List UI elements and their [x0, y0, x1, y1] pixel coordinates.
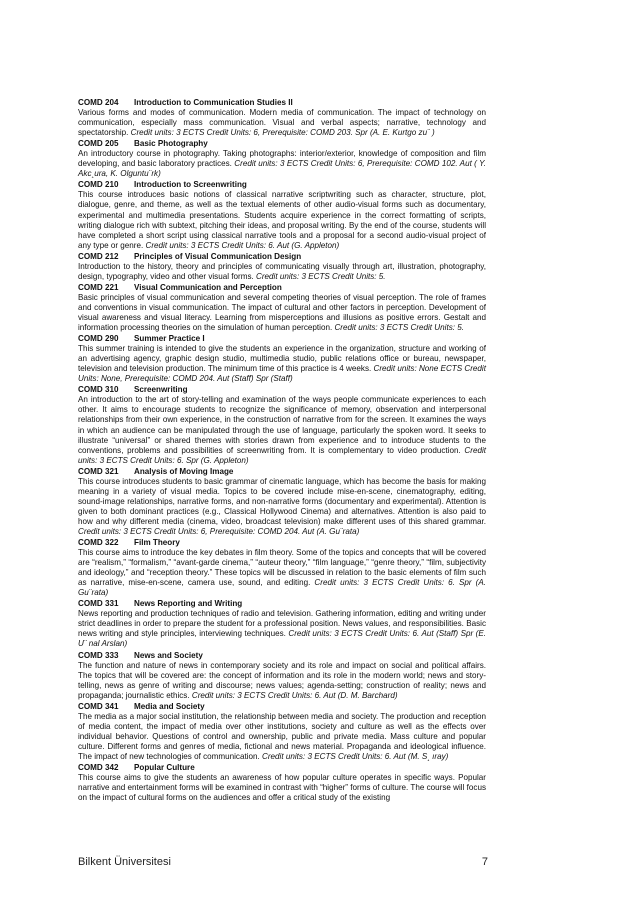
course-code: COMD 204 [78, 98, 119, 107]
course-title: News Reporting and Writing [134, 599, 243, 609]
course-code: COMD 310 [78, 385, 119, 395]
course-heading [78, 467, 486, 477]
course-entry [78, 180, 486, 250]
course-title: Basic Photography [134, 139, 208, 149]
course-description [78, 149, 486, 179]
course-desc-text: This course aims to give the students an awareness of how popular culture operates in specific ways. Popular narrative and entertainment forms will be examined in contrast with “higher” forms of culture. The course will focus on the impact of cultural forms on the audiences and offer a critical study of the existing [78, 773, 486, 803]
course-desc-text: This course introduces basic notions of classical narrative scriptwriting such as character, structure, plot, dialogue, genre, and theme, as well as the textual elements of other audio-visual forms such as documentary, experimental and multimedia presentations. Students acquire experience in the correct formatting of scripts, writing dialogue rich with subtext, pitching their ideas, and proposal writing. By the end of the course, students will have completed a short script using classical narrative tools and a proposal for a second audio-visual project of any type or genre. [78, 190, 486, 250]
course-desc-text: The media as a major social institution, the relationship between media and society. The production and reception of media content, the impact of media over other institutions, society and culture as well as the effects over individual behavior. Questions of control and ownership, public and private media. Mass culture and popular culture. Different forms and genres of media, fictional and news material. Propaganda and ideological influence. The impact of new technologies of communication. [78, 711, 486, 761]
course-description [78, 395, 486, 465]
course-title: Principles of Visual Communication Design [134, 251, 302, 261]
course-entry [78, 702, 486, 762]
course-code: COMD 290 [78, 334, 119, 344]
course-heading [78, 599, 486, 609]
course-title: Visual Communication and Perception [134, 282, 282, 292]
course-title: Analysis of Moving Image [134, 466, 234, 476]
course-desc-text: Basic principles of visual communication and several competing theories of visual perception. The role of frames and conventions in visual communication. The impact of cultural and other factors in perception. Development of visual awareness and visual literacy. Learning from misperceptions and illusions as positive errors. Gestalt and information processing theories on the simulation of human perception. [78, 292, 486, 333]
course-credits: Credit units: None ECTS Credit Units: None, Prerequisite: COMD 204. Aut (Staff) Spr (Staff) [78, 364, 486, 384]
course-description [78, 293, 486, 333]
course-heading [78, 538, 486, 548]
course-title: Screenwriting [134, 385, 188, 395]
course-desc-text: This course introduces students to basic grammar of cinematic language, which has become the basis for making meaning in a variety of visual media. Topics to be covered include mise-en-scene, cinematography, editing, sound-image relationships, narrative forms, and non-narrative forms (documentary and experimental). Attention is given to both dominant practices (e.g., Classical Hollywood Cinema) and alternatives. Attention is also paid to how and why different media (cinema, video, broadcast television) make different uses of this shared grammar. [78, 476, 486, 526]
course-description [78, 712, 486, 762]
course-entry [78, 467, 486, 537]
course-desc-text: News reporting and production techniques of radio and television. Gathering information, editing and writing under strict deadlines in order to prepare the student for a professional position. News values, and responsibilities. Basic news writing and style principles, interviewing techniques. [78, 609, 486, 639]
course-title: Summer Practice I [134, 334, 205, 344]
course-title: Popular Culture [134, 763, 195, 773]
course-credits: Credit units: 3 ECTS Credit Units: 6. Aut (M. S¸ ıray) [262, 752, 449, 761]
course-heading [78, 763, 486, 773]
course-description [78, 609, 486, 649]
course-description [78, 661, 486, 701]
course-heading [78, 98, 486, 108]
course-description [78, 548, 486, 598]
course-entry [78, 385, 486, 465]
course-description [78, 773, 486, 803]
footer-institution: Bilkent Üniversitesi [78, 856, 171, 868]
course-catalog-page [78, 97, 486, 803]
course-desc-text: This summer training is intended to give the students an experience in the organization, structure and working of an advertising agency, graphic design studio, multimedia studio, public relations office or bureau, newspaper, television and television production. The minimum time of this practice is 4 weeks. [78, 344, 486, 374]
course-heading [78, 252, 486, 262]
course-entry [78, 763, 486, 803]
course-description [78, 344, 486, 384]
course-code: COMD 322 [78, 538, 119, 548]
course-credits: Credit units: 3 ECTS Credit Units: 5. [256, 271, 386, 281]
course-heading [78, 385, 486, 395]
course-title: Film Theory [134, 538, 180, 548]
course-entry [78, 334, 486, 384]
course-heading [78, 702, 486, 712]
course-desc-text: This course aims to introduce the key debates in film theory. Some of the topics and concepts that will be covered are “realism,” “formalism,” “avant-garde cinema,” “auteur theory,” “film language,” “genre theory,” “film, subjectivity and ideology,” and “reception theory.” These topics will be discussed in relation to the basic elements of film such as narrative, mise-en-scene, camera use, sound, and editing. [78, 548, 486, 588]
course-entry [78, 252, 486, 282]
course-entry [78, 139, 486, 179]
course-code: COMD 210 [78, 180, 119, 190]
course-heading [78, 651, 486, 661]
course-heading [78, 283, 486, 293]
course-code: COMD 212 [78, 251, 119, 261]
course-desc-text: An introduction to the art of story-telling and examination of the ways people communicate experiences to each other. It aims to encourage students to recognize the significance of memory, observation and interpersonal relationships from their own experience, in the construction of narrative from for the screen. It examines the ways in which an audience can be manipulated through the use of language, particularly the spoken word. It seeks to illustrate “universal” or shared themes with stories drawn from experience and to introduce students to the conventions, problems and possibilities of screenwriting from. It is complementary to video production. [78, 395, 486, 455]
course-credits: Credit units: 3 ECTS Credit Units: 6, Prerequisite: COMD 102. Aut ( Y. Akc¸ura, K. Olguntu¨rk) [78, 159, 487, 179]
page-number: 7 [481, 856, 488, 868]
course-code: COMD 331 [78, 599, 119, 609]
course-description [78, 108, 486, 138]
page-footer [78, 856, 488, 868]
course-desc-text: The function and nature of news in contemporary society and its role and impact on social and political affairs. The topics that will be covered are: the concept of information and its role in the modern world; news and story-telling, news as genre of writing and discourse; news values; agenda-setting; construction of reality; news and propaganda; journalistic ethics. [78, 660, 486, 700]
course-code: COMD 333 [78, 650, 119, 660]
course-credits: Credit units: 3 ECTS Credit Units: 6. Spr (G. Appleton) [78, 445, 486, 465]
course-entry [78, 98, 486, 138]
course-heading [78, 139, 486, 149]
course-heading [78, 180, 486, 190]
course-description [78, 262, 486, 282]
course-desc-text: Introduction to the history, theory and principles of communicating visually through art, illustration, photography, design, typography, video and other visual forms. [78, 261, 486, 281]
course-credits: Credit units: 3 ECTS Credit Units: 6, Prerequisite: COMD 204. Aut (A. Gu¨rata) [78, 526, 360, 536]
course-credits: Credit units: 3 ECTS Credit Units: 5. [334, 323, 464, 333]
course-code: COMD 205 [78, 139, 119, 149]
course-title: News and Society [134, 650, 203, 660]
course-credits: Credit units: 3 ECTS Credit Units: 6. Aut (D. M. Barchard) [191, 690, 398, 700]
course-entry [78, 538, 486, 598]
course-code: COMD 321 [78, 466, 119, 476]
course-title: Media and Society [134, 701, 205, 711]
course-credits: Credit units: 3 ECTS Credit Units: 6. Aut (G. Appleton) [145, 240, 340, 250]
course-code: COMD 342 [78, 763, 119, 773]
course-desc-text: Various forms and modes of communication. Modern media of communication. The impact of technology on communication, especially mass communication. Visual and verbal aspects; narrative, technology and spectatorship. [78, 108, 486, 138]
course-description [78, 477, 486, 537]
course-credits: Credit units: 3 ECTS Credit Units: 6, Prerequisite: COMD 203. Spr (A. E. Kurtgo zu¨ ) [130, 128, 435, 138]
course-credits: Credit units: 3 ECTS Credit Units: 6. Spr (A. Gu¨rata) [78, 578, 486, 598]
course-entry [78, 651, 486, 701]
course-entry [78, 283, 486, 333]
course-heading [78, 334, 486, 344]
course-credits: Credit units: 3 ECTS Credit Units: 6. Aut (Staff) Spr (E. U¨ nal Arslan) [78, 629, 486, 649]
course-code: COMD 341 [78, 701, 119, 711]
course-title: Introduction to Screenwriting [134, 180, 247, 190]
course-entry [78, 599, 486, 649]
course-description [78, 190, 486, 250]
course-code: COMD 221 [78, 282, 119, 292]
course-title: Introduction to Communication Studies II [134, 98, 293, 107]
course-desc-text: An introductory course in photography. Taking photographs: interior/exterior, knowledge of composition and film developing, and basic laboratory practices. [78, 149, 486, 169]
